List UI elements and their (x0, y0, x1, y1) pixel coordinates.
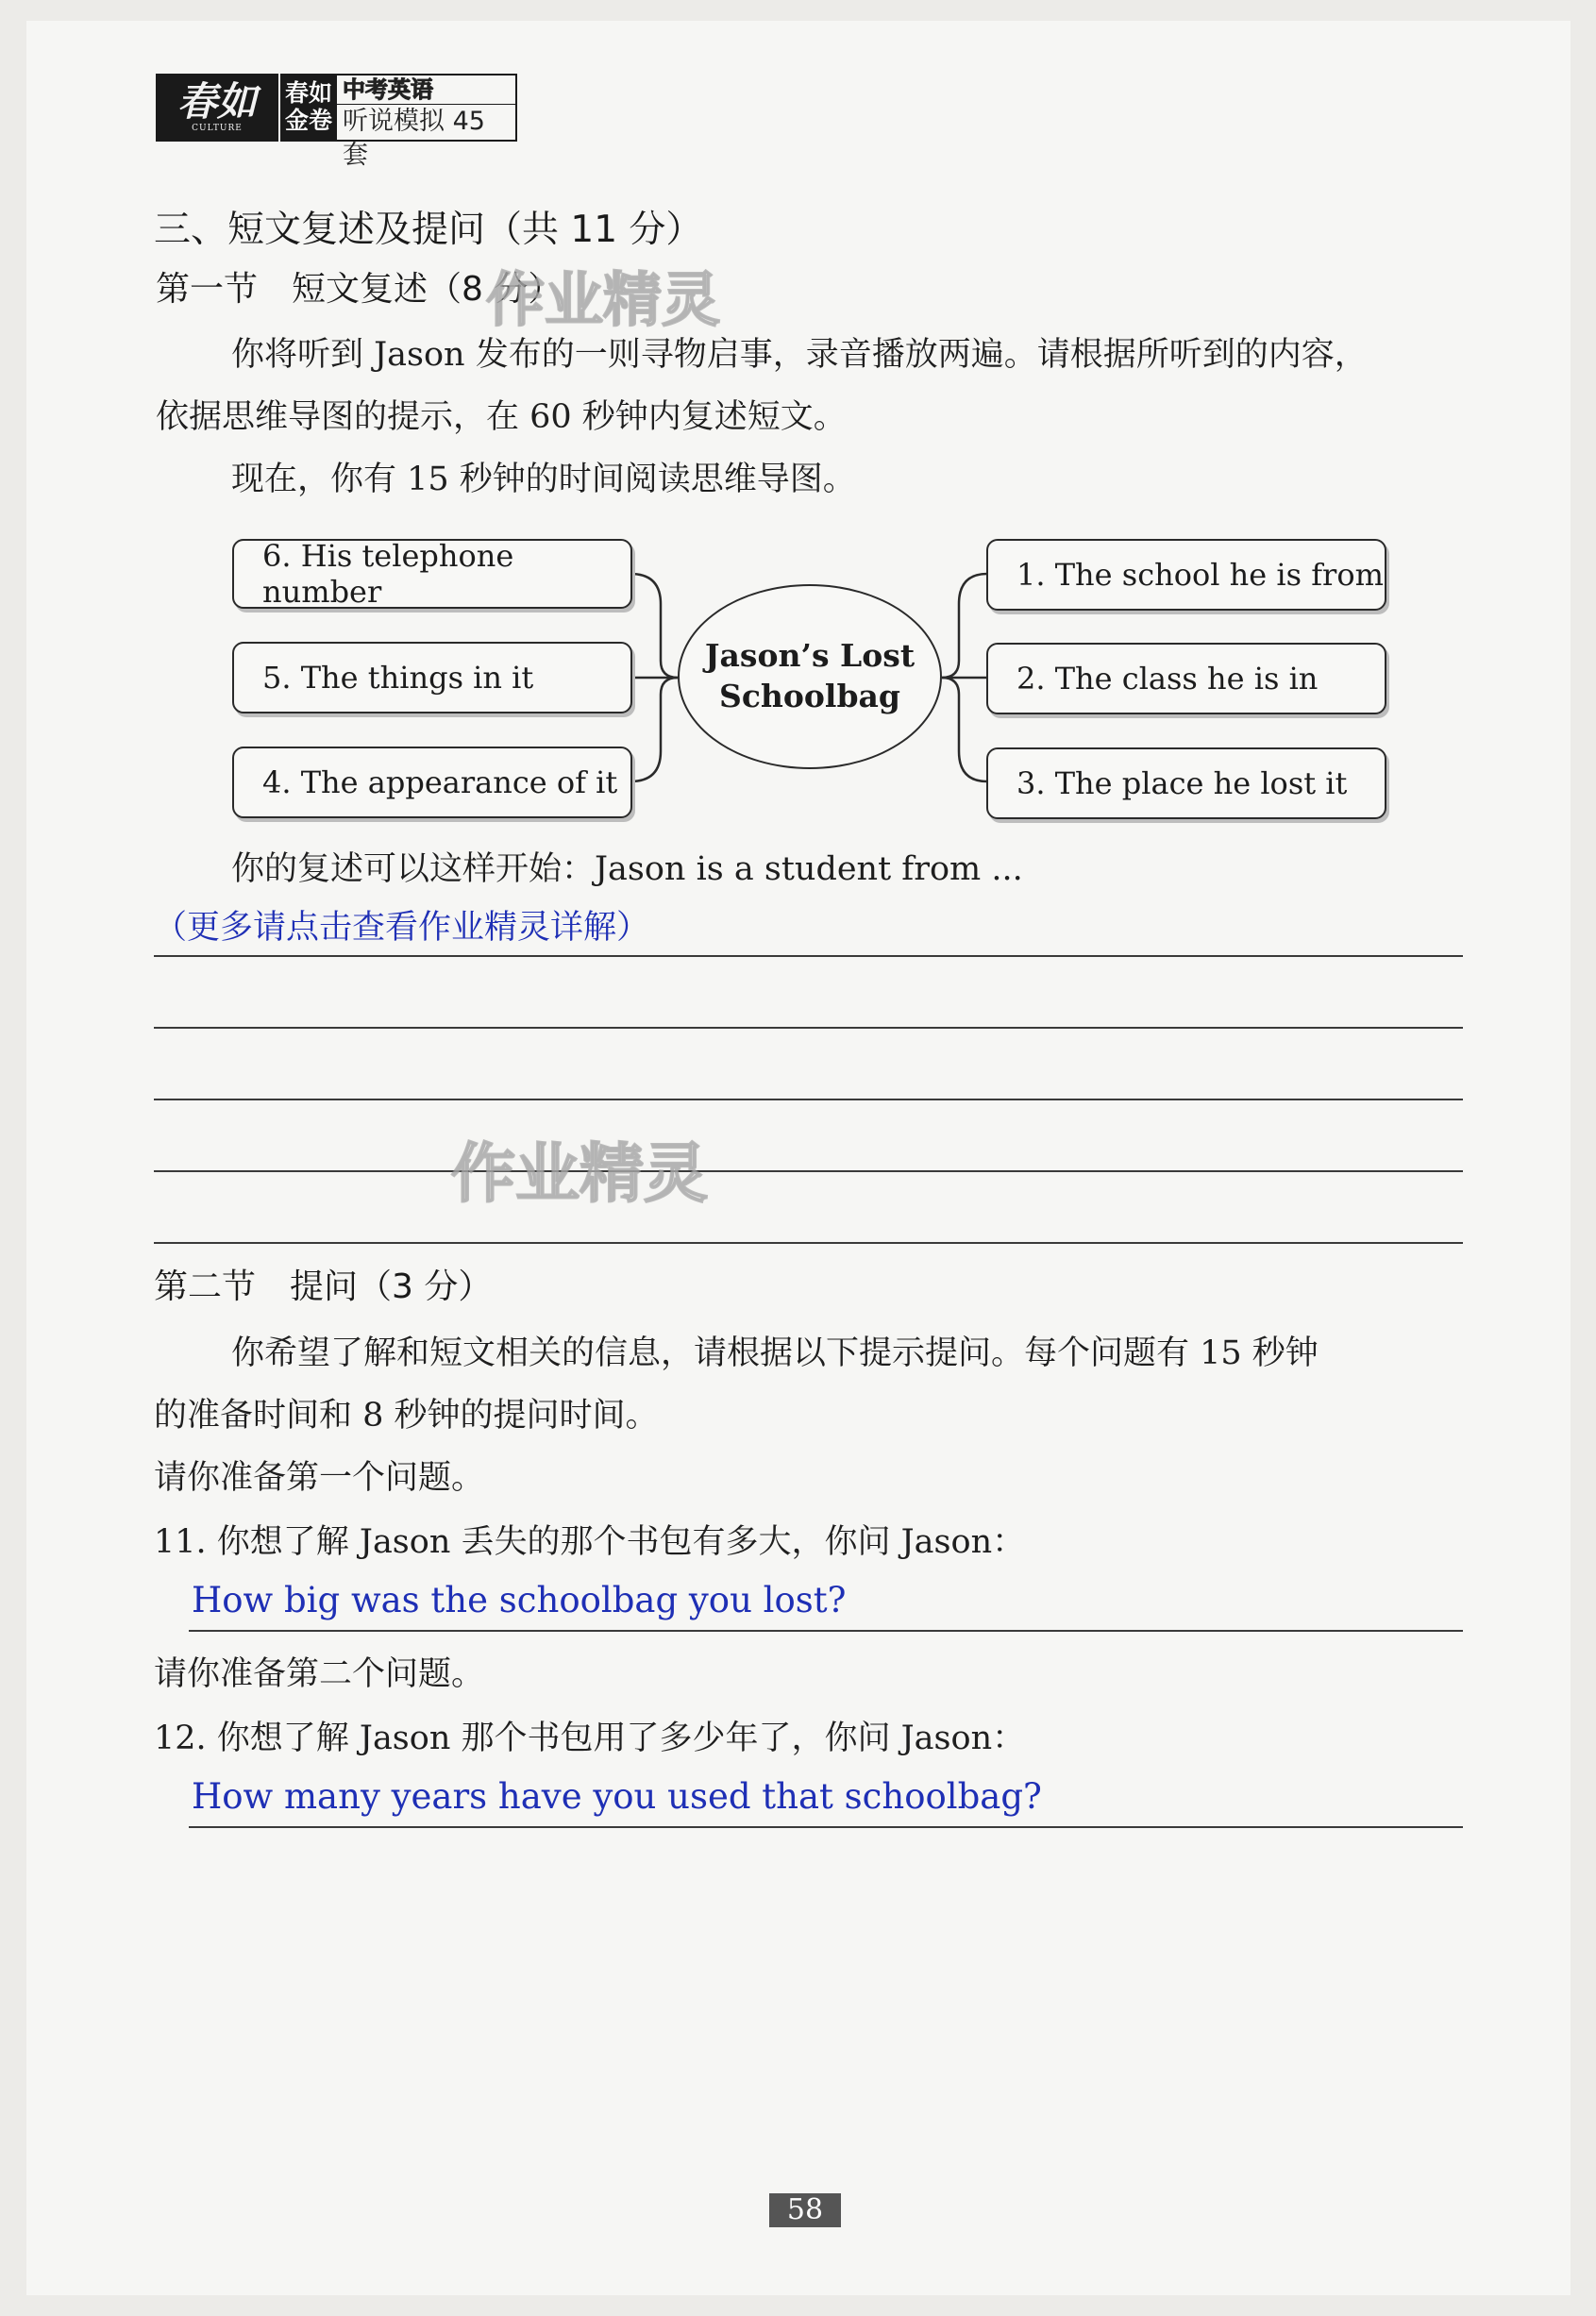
answer-11: How big was the schoolbag you lost? (192, 1580, 847, 1620)
reading-time-note: 现在，你有 15 秒钟的时间阅读思维导图。 (231, 461, 856, 498)
part1-instruction-line1: 你将听到 Jason 发布的一则寻物启事，录音播放两遍。请根据所听到的内容， (231, 336, 1368, 374)
center-line2: Schoolbag (718, 678, 900, 714)
answer-line-2 (154, 1027, 1463, 1029)
answer-11-line (189, 1630, 1463, 1632)
watermark-1: 作业精灵 (486, 265, 721, 334)
prepare-q2: 请你准备第二个问题。 (154, 1655, 485, 1693)
title-line2: 金卷 (284, 107, 332, 134)
brand-text: 春如 (176, 78, 257, 125)
title-line1: 春如 (284, 79, 332, 108)
part1-heading: 第一节 短文复述（8 分） (156, 270, 563, 309)
mindmap-right-node-3: 3. The place he lost it (986, 747, 1386, 819)
center-line1: Jason’s Lost (704, 637, 916, 675)
part2-instruction-line1: 你希望了解和短文相关的信息，请根据以下提示提问。每个问题有 15 秒钟 (231, 1334, 1319, 1372)
answer-line-3 (154, 1099, 1463, 1100)
answer-12: How many years have you used that schoolbag? (192, 1776, 1042, 1817)
mindmap-left-node-2: 5. The things in it (232, 642, 632, 713)
answer-12-line (189, 1826, 1463, 1828)
mindmap-center (678, 584, 942, 769)
section-title: 三、短文复述及提问（共 11 分） (154, 209, 703, 251)
retell-start-hint: 你的复述可以这样开始：Jason is a student from ... (231, 850, 1023, 888)
answer-line-1 (154, 955, 1463, 957)
mindmap-left-node-1: 6. His telephone number (232, 539, 632, 609)
question-11: 11. 你想了解 Jason 丢失的那个书包有多大，你问 Jason： (154, 1523, 1026, 1561)
watermark-2: 作业精灵 (451, 1137, 709, 1212)
page-number: 58 (769, 2193, 841, 2227)
series-name: 中考英语 (343, 76, 433, 103)
question-12: 12. 你想了解 Jason 那个书包用了多少年了，你问 Jason： (154, 1720, 1026, 1757)
mindmap-left-node-3: 4. The appearance of it (232, 747, 632, 818)
part2-heading: 第二节 提问（3 分） (154, 1267, 493, 1306)
answer-line-5 (154, 1242, 1463, 1244)
mindmap-right-node-1: 1. The school he is from (986, 539, 1386, 611)
part1-instruction-line2: 依据思维导图的提示，在 60 秒钟内复述短文。 (156, 398, 847, 436)
mindmap-right-node-2: 2. The class he is in (986, 643, 1386, 714)
prepare-q1: 请你准备第一个问题。 (154, 1459, 485, 1497)
book-name: 听说模拟 45 套 (337, 104, 515, 173)
answer-line-4 (154, 1170, 1463, 1172)
brand-sub: CULTURE (192, 124, 243, 133)
answer-detail-link[interactable]: （更多请点击查看作业精灵详解） (154, 909, 650, 947)
part2-instruction-line2: 的准备时间和 8 秒钟的提问时间。 (154, 1397, 659, 1435)
